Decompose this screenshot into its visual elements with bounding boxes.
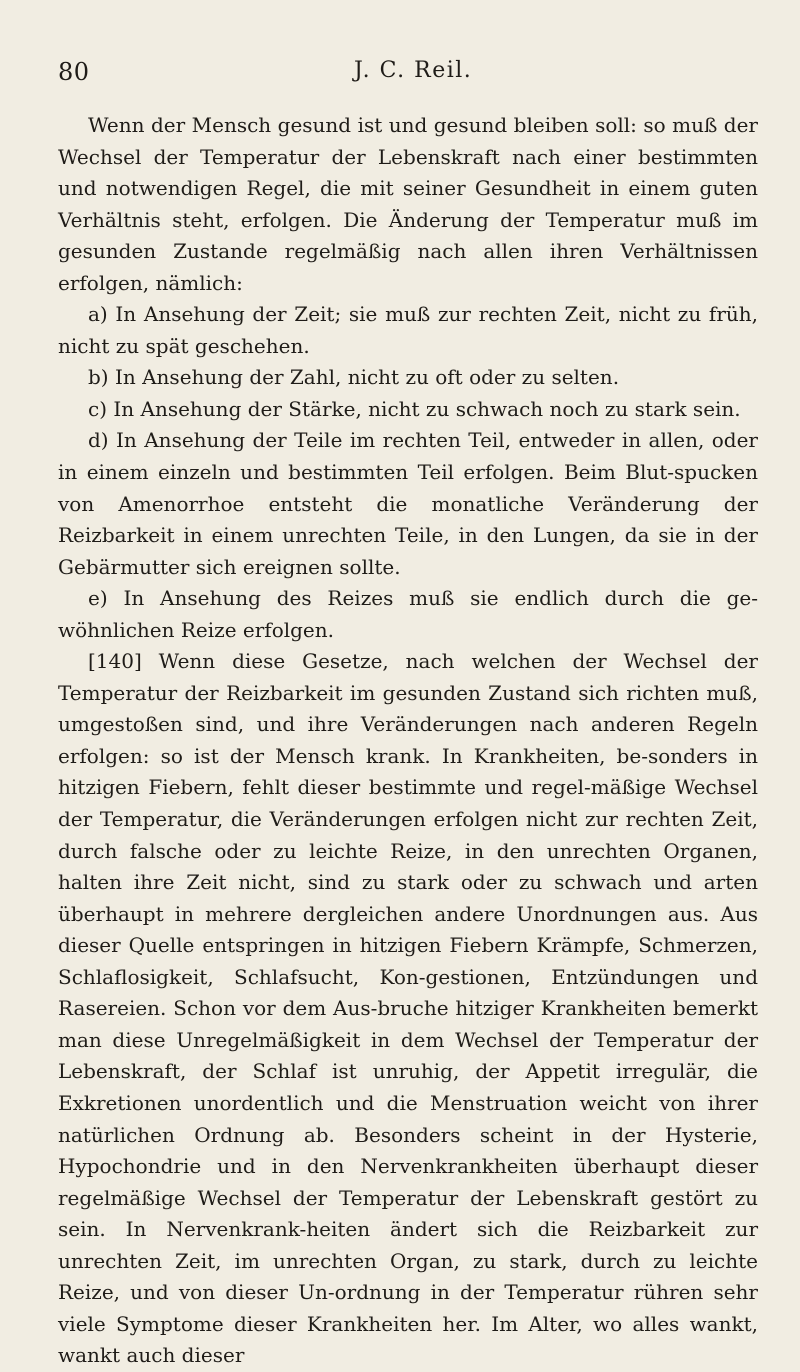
- page-number: 80: [58, 58, 90, 86]
- paragraph-item-a: a) In Ansehung der Zeit; sie muß zur rechten Zeit, nicht zu früh, nicht zu spät geschehen.: [58, 302, 758, 358]
- body-text: [58, 110, 758, 1372]
- paragraph-item-b: b) In Ansehung der Zahl, nicht zu oft oder zu selten.: [88, 365, 620, 390]
- paragraph-item-e: e) In Ansehung des Reizes muß sie endlich durch die ge-wöhnlichen Reize erfolgen.: [58, 586, 758, 642]
- running-title: J. C. Reil.: [354, 58, 473, 83]
- paragraph-item-d: d) In Ansehung der Teile im rechten Teil, entweder in allen, oder in einem einzeln und bestimmten Teil erfolgen. Beim Blut-spucken von Amenorrhoe entsteht die monatliche Veränderung der Reizbarkeit in einem unrechten Teile, in den Lungen, da sie in der Gebärmutter sich ereignen sollte.: [58, 428, 758, 579]
- paragraph-140: [140] Wenn diese Gesetze, nach welchen der Wechsel der Temperatur der Reizbarkeit im gesunden Zustand sich richten muß, umgestoßen sind, und ihre Veränderungen nach anderen Regeln erfolgen: so ist der Mensch krank. In Krankheiten, be-sonders in hitzigen Fiebern, fehlt dieser bestimmte und regel-mäßige Wechsel der Temperatur, die Veränderungen erfolgen nicht zur rechten Zeit, durch falsche oder zu leichte Reize, in den unrechten Organen, halten ihre Zeit nicht, sind zu stark oder zu schwach und arten überhaupt in mehrere dergleichen andere Unordnungen aus. Aus dieser Quelle entspringen in hitzigen Fiebern Krämpfe, Schmerzen, Schlaflosigkeit, Schlafsucht, Kon-gestionen, Entzündungen und Rasereien. Schon vor dem Aus-bruche hitziger Krankheiten bemerkt man diese Unregelmäßigkeit in dem Wechsel der Temperatur der Lebenskraft, der Schlaf ist unruhig, der Appetit irregulär, die Exkretionen unordentlich und die Menstruation weicht von ihrer natürlichen Ordnung ab. Besonders scheint in der Hysterie, Hypochondrie und in den Nervenkrankheiten überhaupt dieser regelmäßige Wechsel der Temperatur der Lebenskraft gestört zu sein. In Nervenkrank-heiten ändert sich die Reizbarkeit zur unrechten Zeit, im unrechten Organ, zu stark, durch zu leichte Reize, und von dieser Un-ordnung in der Temperatur rühren sehr viele Symptome dieser Krankheiten her. Im Alter, wo alles wankt, wankt auch dieser: [58, 649, 758, 1368]
- paragraph-item-c: c) In Ansehung der Stärke, nicht zu schwach noch zu stark sein.: [88, 396, 741, 421]
- paragraph-intro: Wenn der Mensch gesund ist und gesund bleiben soll: so muß der Wechsel der Temperatur der Lebenskraft nach einer bestimmten und notwendigen Regel, die mit seiner Gesundheit in einem guten Verhältnis steht, erfolgen. Die Änderung der Temperatur muß im gesunden Zustande regelmäßig nach allen ihren Verhältnissen erfolgen, nämlich:: [58, 113, 758, 295]
- running-head: [58, 58, 758, 98]
